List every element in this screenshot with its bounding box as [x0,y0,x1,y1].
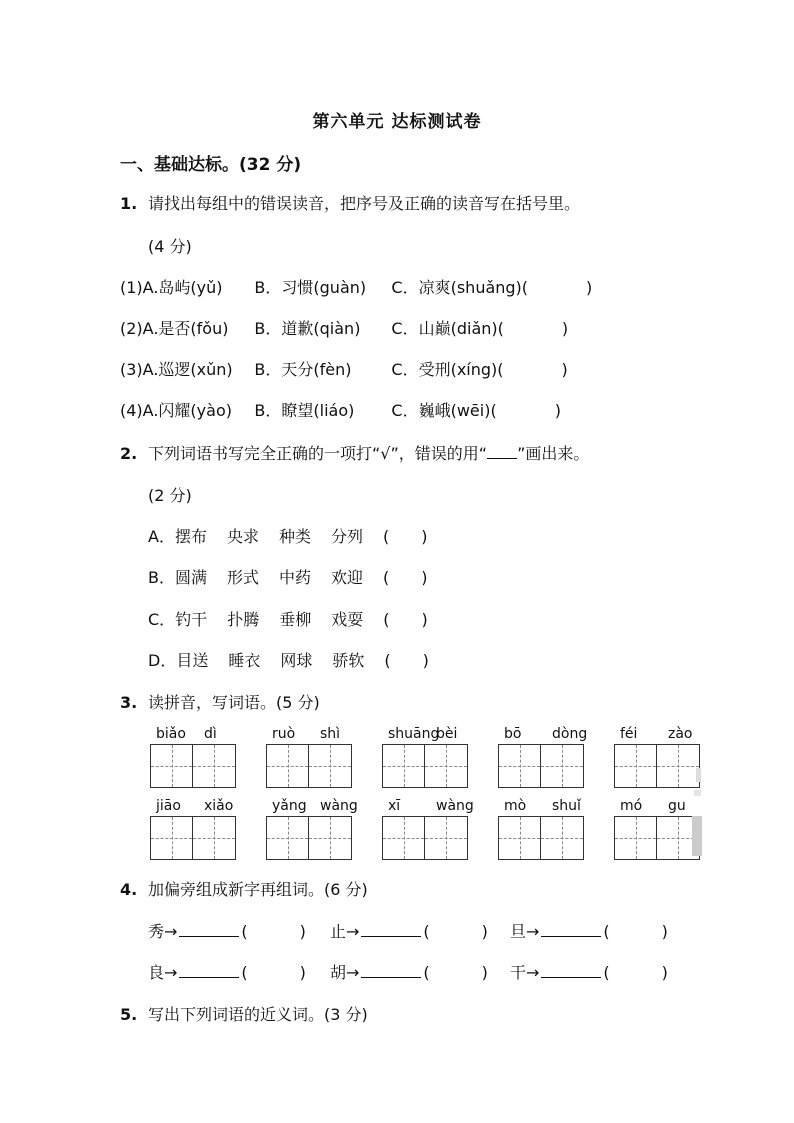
option-b: 瞭望(liáo) [281,401,355,420]
option-label: B． [254,401,282,420]
answer-paren: ) [561,319,569,338]
question-number: 1. [120,194,138,213]
paren-open: ( [603,922,610,941]
pinyin-item [150,798,236,860]
pinyin-item [614,726,700,788]
word: 扑腾 [227,610,260,629]
question-score: (4 分) [148,237,192,256]
option-a: 闪耀(yào) [158,401,232,420]
word: 摆布 [174,527,207,546]
tian-zi-cell[interactable] [309,745,351,787]
option-label: C． [391,319,419,338]
pinyin-item [266,798,358,860]
base-char: 胡→ [330,963,360,982]
option-label: C． [391,278,419,297]
answer-paren: ( ) [383,527,428,546]
paren-close: ) [299,922,306,941]
pinyin-syllable: jiāo [156,798,181,814]
tian-zi-cell[interactable] [267,745,309,787]
pinyin-syllable: wàng [320,798,358,814]
pinyin-syllable: bèi [436,726,458,742]
paren-close: ) [661,922,668,941]
guide-line [267,838,308,839]
question-score: (2 分) [148,486,192,505]
pinyin-syllable: yǎng [272,798,307,814]
answer-paren: ) [554,401,561,420]
scan-edge-mark [690,760,704,860]
q2-option [148,565,428,588]
base-char: 止→ [330,922,360,941]
tian-zi-cell[interactable] [425,745,467,787]
word: 形式 [227,568,260,587]
word: 种类 [278,527,311,546]
pinyin-label [266,798,358,816]
pinyin-syllable: mó [620,798,643,814]
option-label: C． [391,401,419,420]
pinyin-label [150,798,236,816]
option-label: B． [148,568,175,587]
option-a: 岛屿(yǔ) [158,278,223,297]
row-label: (1)A. [120,278,159,297]
pinyin-item [614,798,700,860]
answer-paren: ( ) [384,651,429,670]
writing-box[interactable] [266,744,352,788]
pinyin-syllable: mò [504,798,527,814]
option-c: 巍峨(wēi)( [418,401,497,420]
pinyin-syllable: xī [388,798,401,814]
question-2 [120,440,589,464]
word: 骄软 [332,651,365,670]
writing-box[interactable] [614,744,700,788]
pinyin-syllable: wàng [436,798,474,814]
paren-open: ( [603,963,610,982]
pinyin-syllable: biǎo [156,726,186,742]
guide-line [541,766,583,767]
char-blank[interactable] [361,960,421,978]
option-label: C． [148,610,176,629]
question-number: 2. [120,444,138,463]
q2-option [148,607,428,630]
question-4 [120,877,368,900]
guide-line [383,838,424,839]
row-label: (3)A. [120,360,159,379]
page-title: 第六单元 达标测试卷 [312,112,482,132]
q2-option [148,648,429,671]
word: 戏耍 [331,610,364,629]
guide-line [151,838,192,839]
radical-item [148,919,306,942]
question-1 [120,191,580,214]
pinyin-syllable: gu [668,798,686,814]
question-text: 读拼音，写词语。(5 分) [148,693,320,712]
pinyin-label [150,726,236,744]
paren-open: ( [423,922,430,941]
base-char: 秀→ [148,922,178,941]
question-text: 写出下列词语的近义词。(3 分) [148,1005,368,1024]
pinyin-syllable: shì [320,726,341,742]
guide-line [615,838,656,839]
char-blank[interactable] [541,919,601,937]
writing-box[interactable] [266,816,352,860]
answer-paren: ) [586,278,593,297]
pinyin-label [382,798,474,816]
paren-close: ) [481,963,488,982]
word: 央求 [226,527,259,546]
answer-paren: ) [561,360,568,379]
word: 目送 [176,651,209,670]
tian-zi-cell[interactable] [309,817,351,859]
char-blank[interactable] [541,960,601,978]
paren-close: ) [661,963,668,982]
question-text: 加偏旁组成新字再组词。(6 分) [148,880,368,899]
tian-zi-cell[interactable] [267,817,309,859]
char-blank[interactable] [179,919,239,937]
option-b: 道歉(qiàn) [281,319,361,338]
pinyin-label [614,798,700,816]
pinyin-syllable: xiǎo [204,798,234,814]
answer-paren: ( ) [383,568,428,587]
pinyin-item [266,726,352,788]
pinyin-syllable: dòng [552,726,588,742]
pinyin-item [382,798,474,860]
guide-line [499,838,540,839]
word: 圆满 [174,568,207,587]
radical-item [510,919,668,942]
tian-zi-cell[interactable] [383,745,425,787]
option-c: 受刑(xíng)( [418,360,504,379]
option-a: 是否(fǒu) [158,319,229,338]
option-label: D． [148,651,177,670]
pinyin-syllable: dì [204,726,217,742]
writing-box[interactable] [150,744,236,788]
q1-row [120,357,568,380]
word: 钓干 [175,610,208,629]
writing-box[interactable] [150,816,236,860]
word: 欢迎 [331,568,364,587]
option-a: 巡逻(xǔn) [158,360,233,379]
answer-paren: ( ) [383,610,428,629]
question-text: 请找出每组中的错误读音，把序号及正确的读音写在括号里。 [148,194,581,213]
section-heading: 一、基础达标。(32 分) [120,155,302,175]
radical-item [330,919,488,942]
radical-item [330,960,488,983]
tian-zi-cell[interactable] [151,817,193,859]
paren-open: ( [423,963,430,982]
guide-line [383,766,424,767]
base-char: 良→ [148,963,178,982]
pinyin-syllable: shuāng [388,726,440,742]
tian-zi-cell[interactable] [541,817,583,859]
word: 睡衣 [228,651,261,670]
word: 网球 [280,651,313,670]
radical-row [148,919,708,941]
question-number: 3. [120,693,138,712]
guide-line [425,838,467,839]
pinyin-syllable: bō [504,726,522,742]
option-b: 习惯(guàn) [281,278,367,297]
pinyin-item [498,798,584,860]
option-c: 山巅(diǎn)( [418,319,504,338]
pinyin-item [382,726,468,788]
question-5 [120,1002,368,1025]
question-text-end: ”画出来。 [517,444,590,463]
radical-row [148,960,708,982]
row-label: (4)A. [120,401,159,420]
underline-blank [487,440,517,459]
writing-box[interactable] [382,816,468,860]
option-b: 天分(fèn) [281,360,352,379]
word: 垂柳 [279,610,312,629]
paren-open: ( [241,963,248,982]
pinyin-label [614,726,700,744]
tian-zi-cell[interactable] [193,745,235,787]
char-blank[interactable] [179,960,239,978]
paren-close: ) [481,922,488,941]
pinyin-syllable: zào [668,726,693,742]
guide-line [309,766,351,767]
word: 分列 [331,527,364,546]
pinyin-item [150,726,236,788]
tian-zi-cell[interactable] [499,745,541,787]
q1-row [120,316,568,339]
pinyin-item [498,726,588,788]
option-label: C． [391,360,419,379]
option-c: 凉爽(shuǎng)( [418,278,529,297]
tian-zi-cell[interactable] [615,745,657,787]
writing-box[interactable] [382,744,468,788]
question-number: 4. [120,880,138,899]
tian-zi-cell[interactable] [499,817,541,859]
word: 中药 [279,568,312,587]
guide-line [615,766,656,767]
row-label: (2)A. [120,319,159,338]
guide-line [193,838,235,839]
radical-item [148,960,306,983]
question-number: 5. [120,1005,138,1024]
guide-line [267,766,308,767]
pinyin-syllable: féi [620,726,638,742]
option-label: A． [148,527,175,546]
guide-line [151,766,192,767]
tian-zi-cell[interactable] [383,817,425,859]
question-3 [120,690,320,713]
pinyin-label [382,726,468,744]
guide-line [541,838,583,839]
writing-box[interactable] [498,816,584,860]
paren-close: ) [299,963,306,982]
question-text: 下列词语书写完全正确的一项打“√”，错误的用“ [148,444,488,463]
tian-zi-cell[interactable] [615,817,657,859]
guide-line [499,766,540,767]
base-char: 旦→ [510,922,540,941]
tian-zi-cell[interactable] [425,817,467,859]
option-label: B． [254,319,282,338]
guide-line [193,766,235,767]
radical-item [510,960,668,983]
tian-zi-cell[interactable] [541,745,583,787]
pinyin-label [498,798,584,816]
guide-line [309,838,351,839]
writing-box[interactable] [614,816,700,860]
q2-option [148,524,428,547]
pinyin-label [498,726,588,744]
base-char: 干→ [510,963,540,982]
writing-box[interactable] [498,744,584,788]
option-label: B． [254,360,282,379]
pinyin-syllable: shuǐ [552,798,581,814]
q1-row [120,398,561,421]
char-blank[interactable] [361,919,421,937]
pinyin-label [266,726,352,744]
option-label: B． [254,278,282,297]
pinyin-syllable: ruò [272,726,296,742]
guide-line [425,766,467,767]
tian-zi-cell[interactable] [151,745,193,787]
paren-open: ( [241,922,248,941]
tian-zi-cell[interactable] [193,817,235,859]
q1-row [120,275,592,298]
